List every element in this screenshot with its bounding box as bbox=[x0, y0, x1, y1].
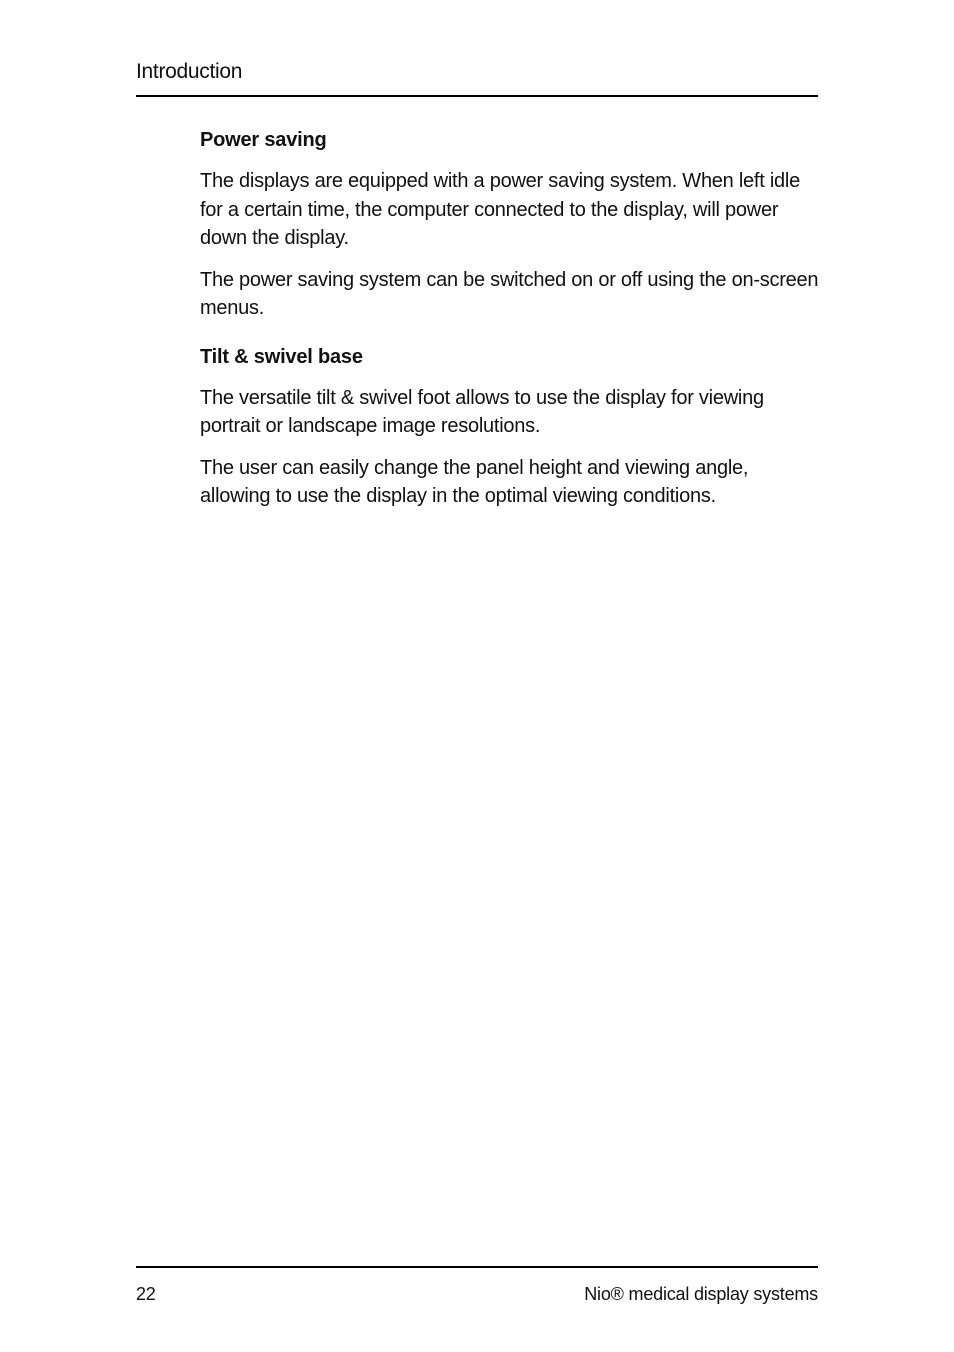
running-footer bbox=[136, 1266, 818, 1308]
paragraph: The versatile tilt & swivel foot allows to use the display for viewing portrait or landscape image resolutions. bbox=[200, 386, 764, 437]
paragraph: The displays are equipped with a power saving system. When left idle for a certain time, the computer connected to the display, will power down the display. bbox=[200, 170, 800, 249]
chapter-title: Introduction bbox=[136, 60, 243, 83]
paragraph: The user can easily change the panel height and viewing angle, allowing to use the display in the optimal viewing conditions. bbox=[200, 456, 749, 507]
section-heading: Tilt & swivel base bbox=[200, 345, 363, 368]
page-content bbox=[200, 126, 820, 524]
section-tilt-swivel-base bbox=[200, 343, 820, 511]
section-heading: Power saving bbox=[200, 129, 327, 151]
page-number: 22 bbox=[136, 1284, 156, 1304]
running-header bbox=[136, 58, 818, 97]
paragraph: The power saving system can be switched on or off using the on-screen menus. bbox=[200, 268, 819, 319]
document-title: Nio® medical display systems bbox=[584, 1284, 818, 1304]
section-power-saving bbox=[200, 126, 820, 323]
